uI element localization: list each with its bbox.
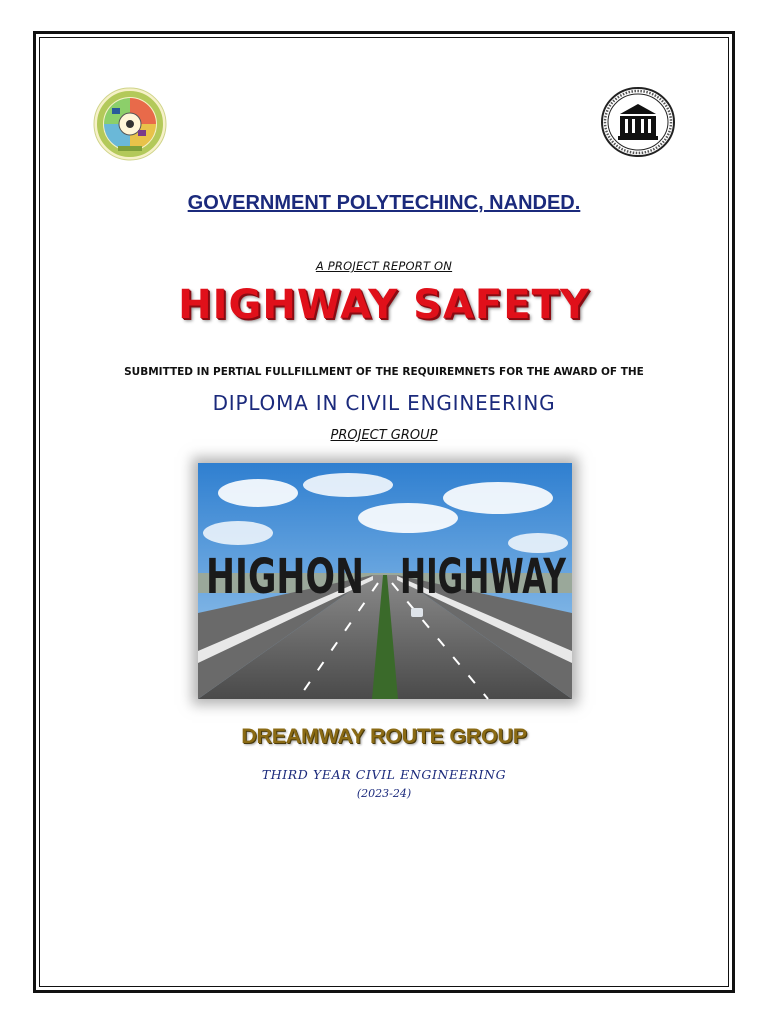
cover-caption-left: HIGHON [206,549,364,605]
state-board-seal-logo [600,86,676,158]
highway-cover-image [198,463,572,699]
cover-caption-right: HIGHWAY [400,549,567,605]
report-intro: A PROJECT REPORT ON [315,259,453,273]
submission-statement: SUBMITTED IN PERTIAL FULLFILLMENT OF THE REQUIREMNETS FOR THE AWARD OF THE [124,366,644,378]
group-name: DREAMWAY ROUTE GROUP [241,724,527,748]
report-title: HIGHWAY SAFETY [178,282,590,328]
diploma-name: DIPLOMA IN CIVIL ENGINEERING [212,391,556,415]
project-group-label: PROJECT GROUP [330,428,438,443]
academic-year: (2023-24) [356,787,412,800]
class-year: THIRD YEAR CIVIL ENGINEERING [261,767,507,782]
college-name: GOVERNMENT POLYTECHINC, NANDED. [187,192,581,214]
gear-emblem-logo [92,86,168,162]
